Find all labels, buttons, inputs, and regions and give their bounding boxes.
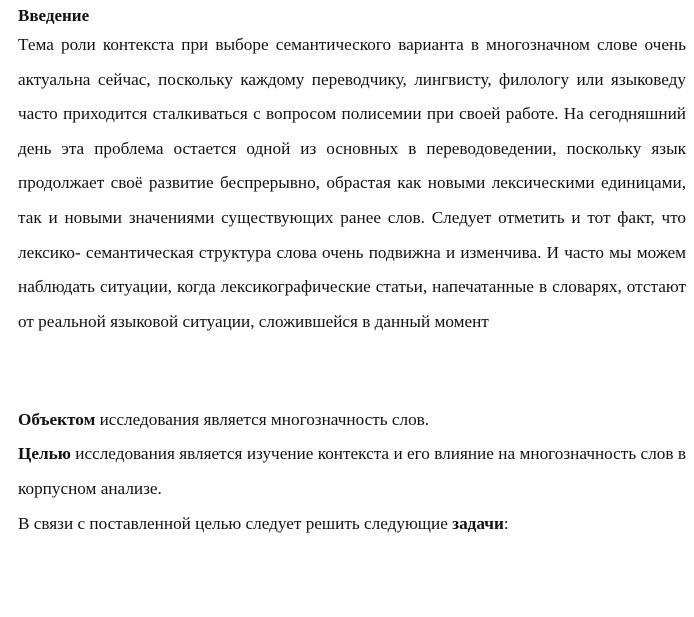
document-body [18, 4, 686, 541]
section-heading: Введение [18, 6, 90, 25]
goal-text: исследования является изучение контекста и его влияние на многозначность слов в корпусном анализе. [18, 444, 686, 498]
intro-paragraph: Тема роли контекста при выборе семантического варианта в многозначном слове очень актуальна сейчас, поскольку каждому переводчику, лингвисту, филологу или языковеду часто приходится сталкиваться с вопросом полисемии при своей работе. На сегодняшний день эта проблема остается одной из основных в переводоведении, поскольку язык продолжает своё развитие беспрерывно, обрастая как новыми лексическими единицами, так и новыми значениями существующих ранее слов. Следует отметить и тот факт, что лексико- семантическая структура слова очень подвижна и изменчива. И часто мы можем наблюдать ситуации, когда лексикографические статьи, напечатанные в словарях, отстают от реальной языковой ситуации, сложившейся в данный момент [18, 35, 686, 331]
tasks-lead: В связи с поставленной целью следует решить следующие [18, 513, 453, 533]
paragraph-spacer [18, 339, 686, 403]
tasks-statement [18, 507, 686, 541]
object-statement [18, 403, 686, 437]
goal-term: Целью [18, 444, 71, 464]
object-text: исследования является многозначность слов. [95, 410, 430, 430]
object-term: Объектом [18, 410, 96, 430]
tasks-term: задачи [452, 513, 504, 533]
tasks-colon: : [503, 513, 509, 533]
goal-statement [18, 437, 686, 506]
